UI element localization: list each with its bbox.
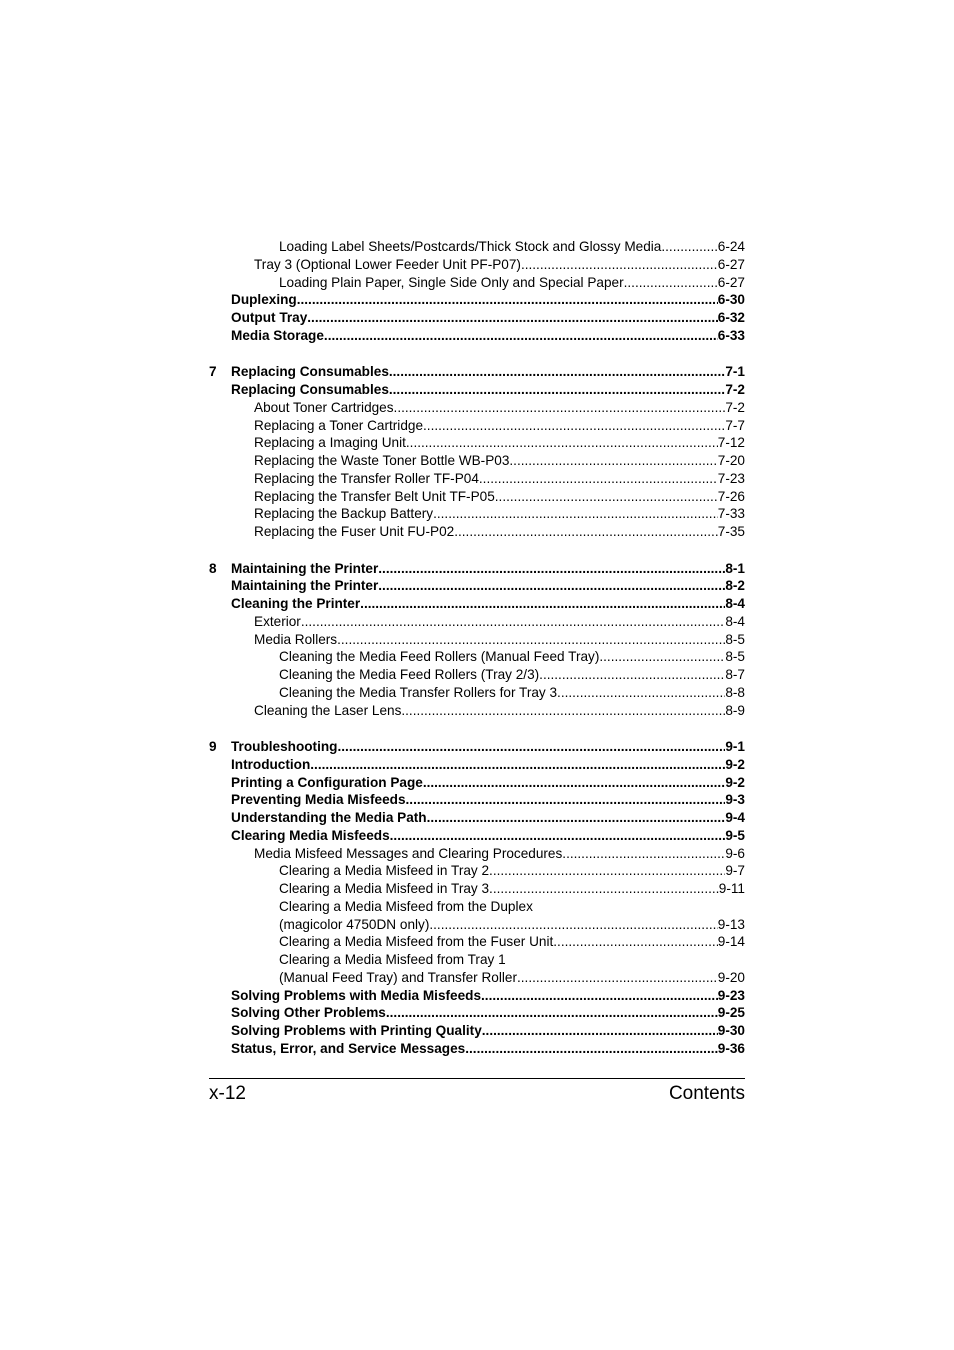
dot-leader (482, 1022, 718, 1040)
toc-entry-page: 7-7 (725, 417, 745, 433)
dot-leader (337, 738, 725, 756)
toc-entry-title: Loading Label Sheets/Postcards/Thick Stock and Glossy Media (279, 239, 662, 254)
toc-row (209, 809, 745, 827)
toc-row (209, 969, 745, 987)
dot-leader (378, 577, 725, 595)
toc-row (209, 523, 745, 541)
toc-entry-page: 7-12 (717, 435, 745, 451)
toc-entry-title: Clearing Media Misfeeds (231, 827, 390, 843)
toc-entry[interactable] (231, 756, 745, 774)
toc-row (209, 898, 745, 916)
toc-entry[interactable] (231, 809, 745, 827)
dot-leader (429, 916, 717, 934)
toc-entry-page: 8-8 (725, 684, 745, 700)
dot-leader (661, 238, 717, 256)
toc-entry[interactable] (254, 613, 745, 631)
toc-entry-title: Solving Other Problems (231, 1005, 386, 1021)
toc-row (209, 845, 745, 863)
toc-entry-page: 8-7 (725, 667, 745, 682)
toc-entry-page: 9-6 (725, 845, 745, 861)
toc-row (209, 613, 745, 631)
toc-entry[interactable] (231, 1022, 745, 1040)
dot-leader (360, 595, 725, 613)
toc-row (209, 399, 745, 417)
toc-entry[interactable] (254, 631, 745, 649)
dot-leader (394, 399, 726, 417)
toc-row (209, 1004, 745, 1022)
toc-entry-page: 7-26 (717, 488, 745, 504)
toc-row (209, 577, 745, 595)
toc-entry-page: 9-2 (725, 774, 745, 790)
toc-entry-title: Replacing a Imaging Unit (254, 435, 406, 451)
toc-entry-title: Media Storage (231, 327, 324, 343)
toc-entry-title: Troubleshooting (231, 739, 338, 754)
toc-row (209, 1022, 745, 1040)
dot-leader (539, 666, 725, 684)
toc-entry-page: 7-20 (717, 453, 745, 468)
toc-entry-title: Preventing Media Misfeeds (231, 792, 406, 808)
toc-entry-title: Replacing a Toner Cartridge (254, 417, 424, 433)
dot-leader (389, 381, 725, 399)
dot-leader (433, 505, 718, 523)
toc-entry[interactable] (254, 470, 745, 488)
toc-entry[interactable] (231, 327, 745, 345)
toc-entry-title: Maintaining the Printer (231, 578, 379, 594)
dot-leader (324, 327, 718, 345)
toc-entry-title: Cleaning the Media Feed Rollers (Manual Feed Tray) (279, 649, 600, 665)
footer-page-number: x-12 (209, 1083, 246, 1104)
toc-entry-page: 7-2 (725, 382, 745, 397)
toc-entry-page: 9-20 (717, 969, 745, 985)
dot-leader (423, 774, 726, 792)
toc-entry-page: 7-1 (725, 364, 745, 380)
dot-leader (479, 470, 718, 488)
dot-leader (427, 809, 726, 827)
toc-entry-title: Clearing a Media Misfeed in Tray 2 (279, 863, 490, 879)
toc-entry[interactable] (254, 256, 745, 274)
toc-entry-title: Replacing Consumables (231, 382, 389, 397)
dot-leader (489, 880, 719, 898)
toc-row (209, 256, 745, 274)
toc-entry-page: 9-25 (717, 1005, 745, 1021)
toc-row (209, 1040, 745, 1058)
toc-row (209, 381, 745, 399)
dot-leader (509, 452, 717, 470)
dot-leader (481, 987, 718, 1005)
toc-entry[interactable] (231, 791, 745, 809)
toc-row (209, 417, 745, 435)
toc-entry-page: 7-35 (717, 524, 745, 539)
dot-leader (378, 560, 725, 578)
toc-entry-page: 9-4 (725, 810, 745, 825)
toc-row (209, 309, 745, 327)
toc-entry-page: 8-2 (725, 578, 745, 594)
toc-entry-page: 9-23 (717, 987, 745, 1003)
toc-entry-title: Cleaning the Printer (231, 596, 361, 611)
toc-entry[interactable] (254, 452, 745, 470)
dot-leader (390, 827, 726, 845)
toc-entry[interactable] (279, 684, 745, 702)
toc-entry-page: 9-1 (725, 739, 745, 754)
toc-entry-title: Exterior (254, 613, 301, 629)
chapter-number: 8 (209, 560, 217, 576)
toc-row (209, 684, 745, 702)
toc-entry[interactable] (231, 577, 745, 595)
toc-row (209, 434, 745, 452)
toc-entry-page: 9-14 (717, 934, 745, 950)
dot-leader (406, 791, 726, 809)
toc-entry-page: 6-32 (717, 310, 745, 325)
toc-entry-title: Replacing the Backup Battery (254, 506, 434, 522)
toc-entry[interactable] (279, 274, 745, 292)
toc-chapter-row (209, 363, 745, 381)
toc-entry-title: Tray 3 (Optional Lower Feeder Unit PF-P07) (254, 256, 521, 272)
toc-entry[interactable] (279, 951, 745, 969)
toc-entry[interactable] (279, 862, 745, 880)
toc-entry-title: About Toner Cartridges (254, 399, 394, 415)
dot-leader (517, 969, 718, 987)
toc-entry-title: Solving Problems with Printing Quality (231, 1023, 482, 1038)
toc-entry-page: 8-9 (725, 702, 745, 718)
toc-entry-title: Cleaning the Media Transfer Rollers for Tray 3 (279, 684, 558, 700)
toc-entry[interactable] (231, 738, 745, 756)
dot-leader (389, 363, 725, 381)
toc-row (209, 880, 745, 898)
chapter-number: 7 (209, 364, 217, 380)
toc-entry-page: 9-7 (725, 863, 745, 879)
toc-row (209, 987, 745, 1005)
footer-section-title: Contents (668, 1083, 745, 1104)
toc-entry-title: Replacing the Transfer Belt Unit TF-P05 (254, 488, 495, 504)
toc-entry-title: Output Tray (231, 310, 308, 325)
toc-entry-title: Cleaning the Media Feed Rollers (Tray 2/3) (279, 667, 540, 682)
toc-row (209, 702, 745, 720)
toc-entry-title: Maintaining the Printer (231, 560, 379, 576)
toc-entry-title: Media Misfeed Messages and Clearing Procedures (254, 845, 563, 861)
toc-entry[interactable] (254, 434, 745, 452)
dot-leader (562, 845, 725, 863)
toc-chapter-row (209, 560, 745, 578)
toc-chapter-row (209, 738, 745, 756)
toc-entry-title: (magicolor 4750DN only) (279, 916, 430, 932)
toc-entry[interactable] (231, 1004, 745, 1022)
dot-leader (495, 488, 718, 506)
toc-entry[interactable] (254, 399, 745, 417)
chapter-number: 9 (209, 739, 217, 754)
toc-entry-page: 8-5 (725, 631, 745, 647)
toc-row (209, 505, 745, 523)
toc-entry[interactable] (231, 987, 745, 1005)
dot-leader (307, 309, 718, 327)
toc-entry[interactable] (279, 238, 745, 256)
dot-leader (386, 1004, 718, 1022)
toc-entry-title: Loading Plain Paper, Single Side Only and Special Paper (279, 274, 624, 290)
toc-row (209, 827, 745, 845)
toc-entry[interactable] (279, 933, 745, 951)
toc-entry[interactable] (279, 916, 745, 934)
toc-entry-page: 8-4 (725, 613, 745, 629)
toc-entry-title: Understanding the Media Path (231, 810, 427, 825)
toc-entry[interactable] (279, 969, 745, 987)
footer-divider (209, 1078, 745, 1079)
toc-entry-title: Media Rollers (254, 631, 338, 647)
toc-entry[interactable] (231, 309, 745, 327)
toc-entry[interactable] (231, 291, 745, 309)
toc-entry[interactable] (254, 505, 745, 523)
dot-leader (599, 648, 725, 666)
dot-leader (454, 523, 718, 541)
dot-leader (297, 291, 718, 309)
toc-entry[interactable] (231, 827, 745, 845)
toc-entry-page: 7-2 (725, 399, 745, 415)
toc-entry-page: 9-30 (717, 1023, 745, 1038)
dot-leader (337, 631, 725, 649)
dot-leader (521, 256, 718, 274)
toc-entry-page: 8-5 (725, 649, 745, 665)
toc-entry[interactable] (279, 880, 745, 898)
dot-leader (401, 702, 725, 720)
toc-entry-title: Solving Problems with Media Misfeeds (231, 987, 482, 1003)
toc-row (209, 274, 745, 292)
toc-row (209, 238, 745, 256)
toc-entry-page: 9-5 (725, 827, 745, 843)
toc-entry-title: Clearing a Media Misfeed in Tray 3 (279, 881, 490, 896)
toc-entry-title: Clearing a Media Misfeed from the Fuser Unit (279, 934, 554, 950)
toc-entry[interactable] (254, 845, 745, 863)
toc-entry-title: Replacing Consumables (231, 364, 389, 380)
table-of-contents (209, 238, 745, 1058)
toc-row (209, 666, 745, 684)
toc-row (209, 862, 745, 880)
toc-entry-page: 9-3 (725, 792, 745, 808)
dot-leader (301, 613, 726, 631)
toc-entry-page: 9-36 (717, 1040, 745, 1056)
toc-row (209, 595, 745, 613)
toc-row (209, 648, 745, 666)
dot-leader (624, 274, 718, 292)
toc-entry-page: 6-33 (717, 327, 745, 343)
toc-row (209, 791, 745, 809)
toc-entry-title: Cleaning the Laser Lens (254, 702, 402, 718)
toc-entry[interactable] (254, 417, 745, 435)
dot-leader (557, 684, 725, 702)
toc-entry-title: Clearing a Media Misfeed from the Duplex (279, 898, 533, 914)
toc-row (209, 470, 745, 488)
toc-entry-page: 6-27 (717, 256, 745, 272)
toc-entry-page: 8-1 (725, 560, 745, 576)
toc-entry-title: Introduction (231, 756, 311, 772)
toc-entry-page: 9-11 (718, 881, 745, 896)
toc-entry-page: 7-23 (717, 470, 745, 486)
toc-row (209, 951, 745, 969)
toc-entry[interactable] (231, 363, 745, 381)
toc-entry[interactable] (254, 702, 745, 720)
toc-entry[interactable] (231, 1040, 745, 1058)
dot-leader (406, 434, 718, 452)
toc-row (209, 488, 745, 506)
toc-entry-title: Clearing a Media Misfeed from Tray 1 (279, 952, 506, 967)
toc-entry[interactable] (279, 898, 745, 916)
dot-leader (423, 417, 725, 435)
toc-entry-title: Replacing the Fuser Unit FU-P02 (254, 524, 455, 539)
toc-entry-title: Status, Error, and Service Messages (231, 1040, 466, 1056)
toc-entry-title: Duplexing (231, 292, 297, 308)
toc-entry-page: 6-24 (717, 239, 745, 254)
toc-entry-title: Printing a Configuration Page (231, 774, 423, 790)
toc-row (209, 631, 745, 649)
toc-entry-title: Replacing the Transfer Roller TF-P04 (254, 470, 479, 486)
toc-entry[interactable] (254, 488, 745, 506)
dot-leader (553, 933, 718, 951)
toc-entry[interactable] (231, 381, 745, 399)
toc-row (209, 774, 745, 792)
toc-row (209, 916, 745, 934)
toc-entry[interactable] (279, 648, 745, 666)
toc-row (209, 327, 745, 345)
toc-entry-page: 6-27 (717, 274, 745, 290)
toc-entry-title: (Manual Feed Tray) and Transfer Roller (279, 969, 517, 985)
toc-entry-page: 9-13 (717, 916, 745, 932)
toc-entry[interactable] (231, 560, 745, 578)
toc-entry-page: 8-4 (725, 596, 745, 611)
toc-entry-page: 7-33 (717, 506, 745, 522)
dot-leader (489, 862, 725, 880)
toc-entry[interactable] (279, 666, 745, 684)
dot-leader (465, 1040, 718, 1058)
toc-entry[interactable] (231, 595, 745, 613)
toc-row (209, 756, 745, 774)
toc-entry-page: 6-30 (717, 292, 745, 308)
toc-row (209, 291, 745, 309)
toc-entry-title: Replacing the Waste Toner Bottle WB-P03 (254, 453, 510, 468)
toc-row (209, 452, 745, 470)
toc-entry[interactable] (254, 523, 745, 541)
dot-leader (310, 756, 725, 774)
toc-entry-page: 9-2 (725, 756, 745, 772)
toc-row (209, 933, 745, 951)
toc-entry[interactable] (231, 774, 745, 792)
